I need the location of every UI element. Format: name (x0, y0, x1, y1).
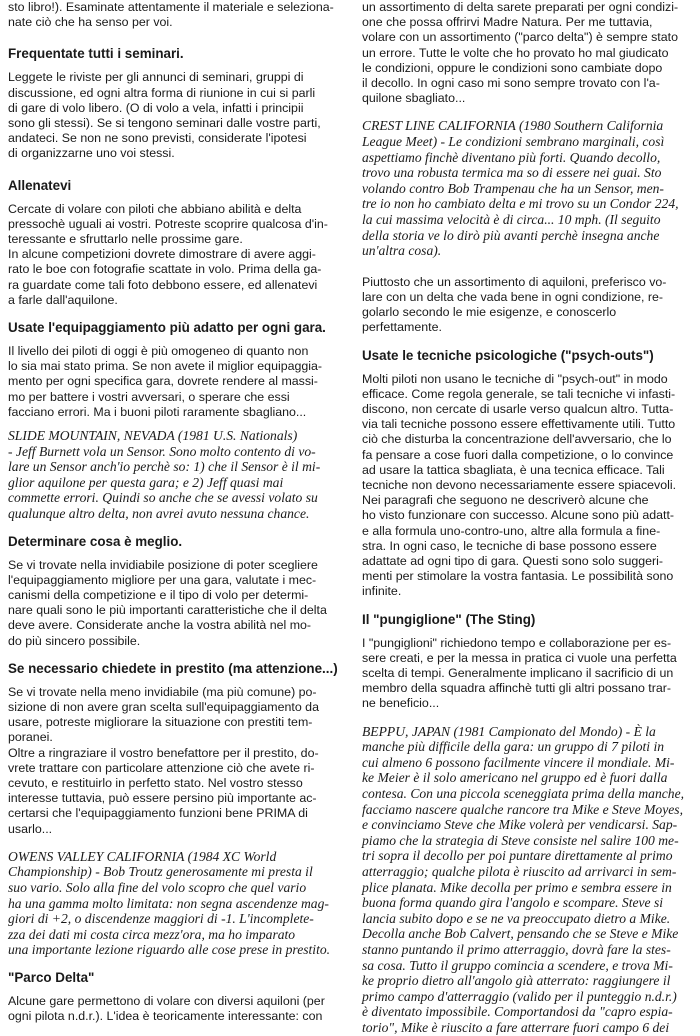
text-line: sa cosa. Tutto il gruppo comincia a scendere, e trova Mi- (362, 957, 673, 973)
text-line: zza dei dati mi costa circa mezz'ora, ma ho imparato (8, 926, 296, 942)
paragraph-psych-outs (362, 372, 695, 600)
text-line: interesse tuttavia, può essere persino più importante ac- (8, 791, 317, 806)
text-line: membro della squadra affinchè tutti gli altri possano trar- (362, 681, 672, 696)
heading-determinare: Determinare cosa è meglio. (8, 533, 183, 549)
left-intro-paragraph (8, 0, 342, 30)
text-line: è diventato impossibile. Comportandosi da "capro espia- (362, 1004, 673, 1020)
text-line: primo campo d'atterraggio (valido per il punteggio n.d.r.) (362, 988, 677, 1004)
text-line: scelta di tempi. Generalmente implicano il sacrificio di un (362, 666, 674, 681)
text-line: do più sincero possibile. (8, 633, 141, 648)
text-line: Nei paragrafi che seguono ne descriverò alcune che (362, 493, 649, 508)
text-line: le condizioni, oppure le condizioni sono cambiate dopo (362, 60, 663, 75)
text-line: una importante lezione riguardo alle cose prese in prestito. (8, 942, 331, 958)
text-line: a farle dall'aquilone. (8, 292, 118, 307)
text-line: OWENS VALLEY CALIFORNIA (1984 XC World (8, 848, 277, 864)
text-line: ho visto funzionare con successo. Alcune sono più adatt- (362, 508, 675, 523)
heading-psych-outs: Usate le tecniche psicologiche ("psych-outs") (362, 347, 654, 363)
text-line: la cui massima velocità è di circa... 10 mph. (Il seguito (362, 211, 661, 227)
paragraph-seminari (8, 70, 342, 161)
text-line: della storia ve lo dirò più avanti perchè insegna anche (362, 227, 660, 243)
text-line: tri sopra il decollo per poi puntare direttamente al primo (362, 848, 673, 864)
text-line: Decolla anche Bob Calvert, pensando che se Steve e Mike (362, 926, 679, 942)
text-line: stanno puntando il primo atterraggio, dovrà fare la stes- (362, 941, 671, 957)
text-line: Championship) - Bob Troutz generosamente mi presta il (8, 864, 313, 880)
text-line: e alla formula uno-contro-uno, altre alla formula a fine- (362, 523, 661, 538)
text-line: ogni pilota n.d.r.). L'idea è teoricamente interessante: con (8, 1009, 323, 1024)
text-line: poranei. (8, 730, 53, 745)
text-line: plice planata. Mike decolla per primo e sembra essere in (362, 879, 672, 895)
right-intro-paragraph (362, 0, 695, 106)
text-line: Oltre a ringraziare il vostro benefattore per il prestito, do- (8, 745, 319, 760)
text-line: mo per battere i vostri avversari, o sperare che essi (8, 389, 290, 404)
text-line: un errore. Tutte le volte che ho provato ho mal giudicato (362, 45, 669, 60)
paragraph-parco-delta (8, 994, 342, 1024)
text-line: fa pensare a cose fuori dalla competizione, o lo convince (362, 447, 674, 462)
text-line: un'altra cosa). (362, 243, 442, 259)
text-line: menti per stimolare la vostra fantasia. Le possibilità sono (362, 569, 674, 584)
text-line: manche più difficile della gara: un gruppo di 7 piloti in (362, 739, 665, 755)
text-line: un assortimento di delta sarete preparati per ogni condizi- (362, 0, 679, 14)
text-line: one che possa offrirvi Madre Natura. Per me tuttavia, (362, 15, 653, 30)
text-line: andateci. Se non ne sono previsti, considerate l'ipotesi (8, 131, 307, 146)
paragraph-equipaggiamento (8, 344, 342, 420)
heading-parco-delta: "Parco Delta" (8, 970, 95, 986)
text-line: League Meet) - Le condizioni sembrano marginali, così (362, 134, 665, 150)
heading-pungiglione: Il "pungiglione" (The Sting) (362, 611, 536, 627)
text-line: golarlo secondo le mie esigenze, e conoscerlo (362, 305, 617, 320)
text-line: ad usare la tattica sbagliata, è una tecnica efficace. Tali (362, 462, 665, 477)
text-line: - Jeff Burnett vola un Sensor. Sono molto contento di vo- (8, 443, 316, 459)
quote-crest-line (362, 118, 695, 258)
text-line: il decollo. In ogni caso mi sono sempre trovato con l'a- (362, 76, 660, 91)
text-line: discussione, ed ogni altra forma di riunione in cui si parli (8, 85, 316, 100)
quote-beppu-japan (362, 724, 695, 1036)
text-line: In alcune competizioni dovrete dimostrare di avere aggi- (8, 247, 316, 262)
text-line: ra guardate come tali foto debbono essere, ed allenatevi (8, 277, 318, 292)
text-line: ciò che disturba la concentrazione dell'avversario, che lo (362, 432, 672, 447)
text-line: piamo che la strategia di Steve consiste nel salire 100 me- (362, 832, 679, 848)
text-line: vrete trattare con particolare attenzione ciò che avete ri- (8, 760, 315, 775)
text-line: trovo una robusta termica ma so di essere nei guai. Sto (362, 165, 662, 181)
text-line: via tali tecniche possono essere effettivamente utili. Tutto (362, 417, 676, 432)
text-line: ke Meier è il solo americano nel gruppo ed è fuori dalla (362, 770, 668, 786)
text-line: quilone sbagliato... (362, 91, 466, 106)
text-line: Se vi trovate nella invidiabile posizione di poter scegliere (8, 557, 318, 572)
text-line: tre io non ho cambiato delta e mi trovo su un Condor 224, (362, 196, 679, 212)
text-line: usarlo... (8, 821, 53, 836)
text-line: sizione di non avere gran scelta sull'equipaggiamento da (8, 700, 319, 715)
paragraph-assortimento (362, 275, 695, 336)
text-line: ke proprio dietro all'angolo già atterrato: raggiungere il (362, 973, 671, 989)
text-line: lare con un delta che vada bene in ogni condizione, re- (362, 289, 664, 304)
text-line: torio", Mike è riuscito a fare atterrare fuori campo 6 dei (362, 1019, 670, 1035)
text-line: cevuto, e restituirlo in perfetto stato. Nel vostro stesso (8, 776, 303, 791)
text-line: contesa. Con una piccola sceneggiata prima della manche, (362, 786, 685, 802)
text-line: sto libro!). Esaminate attentamente il materiale e seleziona- (8, 0, 334, 14)
text-line: lo sia mai stato prima. Se non avete il miglior equipaggia- (8, 359, 323, 374)
text-line: deve avere. Considerate anche la vostra abilità nel mo- (8, 618, 312, 633)
quote-owens-valley (8, 849, 342, 958)
text-line: Alcune gare permettono di volare con diversi aquiloni (per (8, 994, 325, 1009)
text-line: volando contro Bob Trampenau che ha un Sensor, men- (362, 180, 664, 196)
text-line: canismi della competizione e il tipo di volo per determi- (8, 588, 309, 603)
text-line: cui almeno 6 possono facilmente vincere il mondiale. Mi- (362, 754, 675, 770)
text-line: aspettiamo finchè diventano più forti. Quando decollo, (362, 149, 661, 165)
text-line: nare quali sono le più importanti caratteristiche che il delta (8, 603, 327, 618)
text-line: sere creati, e per la messa in pratica ci vuole una perfetta (362, 650, 677, 665)
paragraph-allenatevi (8, 202, 342, 308)
text-line: l'equipaggiamento migliore per una gara, valutate i mec- (8, 572, 317, 587)
text-line: infinite. (362, 584, 402, 599)
text-line: di organizzarne uno voi stessi. (8, 146, 175, 161)
text-line: Leggete le riviste per gli annunci di seminari, gruppi di (8, 70, 304, 85)
text-line: stra. In ogni caso, le tecniche di base possono essere (362, 538, 657, 553)
text-line: Se vi trovate nella meno invidiabile (ma più comune) po- (8, 684, 317, 699)
text-line: lare un Sensor anch'io perchè so: 1) che il Sensor è il mi- (8, 459, 321, 475)
text-line: suo vario. Solo alla fine del volo scopro che quel vario (8, 880, 307, 896)
text-line: adattate ad ogni tipo di gara. Questi sono solo suggeri- (362, 554, 664, 569)
text-line: tecniche non devono necessariamente essere spiacevoli. (362, 478, 677, 492)
text-line: giori di +2, o discendenze maggiori di -1. L'incomplete- (8, 911, 314, 927)
text-line: buona forma quando gira l'angolo e scompare. Steve si (362, 895, 664, 911)
text-line: sono gli stessi). Se si tengono seminari dalle vostre parti, (8, 116, 321, 131)
text-line: teressante e sfruttarlo nelle prossime gare. (8, 232, 243, 247)
text-line: qualunque altro delta, non avrei avuto nessuna chance. (8, 506, 310, 522)
text-line: perfettamente. (362, 320, 442, 335)
text-line: volare con un assortimento ("parco delta") è sempre stato (362, 30, 678, 45)
text-line: facciamo nascere qualche rancore tra Mike e Steve Moyes, (362, 801, 683, 817)
text-line: Il livello dei piloti di oggi è più omogeneo di quanto non (8, 344, 309, 359)
text-line: rato le boe con fotografie scattate in volo. Prima della ga- (8, 262, 322, 277)
heading-allenatevi: Allenatevi (8, 177, 72, 193)
right-column (362, 0, 695, 1035)
text-line: ne beneficio... (362, 696, 440, 711)
paragraph-prestito (8, 685, 342, 837)
text-line: lancia subito dopo e se ne va preoccupato dietro a Mike. (362, 910, 671, 926)
text-line: usare, potreste migliorare la situazione con prestiti tem- (8, 715, 313, 730)
text-line: Molti piloti non usano le tecniche di "psych-out" in modo (362, 371, 668, 386)
paragraph-pungiglione (362, 636, 695, 712)
text-line: commette errori. Quindi so anche che se avessi volato su (8, 490, 318, 506)
left-column (8, 0, 342, 1024)
text-line: pressochè uguali ai vostri. Potreste scoprire qualcosa d'in- (8, 216, 328, 231)
text-line: glior aquilone per questa gara; e 2) Jeff quasi mai (8, 474, 284, 490)
text-line: efficace. Come regola generale, se tali tecniche vi infasti- (362, 386, 676, 401)
text-line: I "pungiglioni" richiedono tempo e collaborazione per es- (362, 635, 672, 650)
text-line: certarsi che l'equipaggiamento funzioni bene PRIMA di (8, 806, 308, 821)
heading-seminari: Frequentate tutti i seminari. (8, 46, 184, 62)
text-line: e convinciamo Steve che Mike volerà per vendicarsi. Sap- (362, 817, 678, 833)
quote-slide-mountain (8, 428, 342, 522)
text-line: SLIDE MOUNTAIN, NEVADA (1981 U.S. Nationals) (8, 428, 298, 444)
text-line: ha una gamma molto limitata: non segna ascendenze mag- (8, 895, 329, 911)
text-line: di gare di volo libero. (O di volo a vela, infatti i principii (8, 100, 304, 115)
text-line: Cercate di volare con piloti che abbiano abilità e delta (8, 201, 302, 216)
text-line: mento per ogni specifica gara, dovrete rendere al massi- (8, 374, 318, 389)
text-line: BEPPU, JAPAN (1981 Campionato del Mondo) - È la (362, 723, 656, 739)
text-line: atterraggio; qualche pilota è riuscito ad arrivarci in sem- (362, 863, 677, 879)
text-line: discono, non cercate di usarle verso qualcun altro. Tutta- (362, 401, 674, 416)
paragraph-determinare (8, 558, 342, 649)
text-line: facciano errori. Ma i buoni piloti raramente sbagliano... (8, 404, 307, 419)
text-line: Piuttosto che un assortimento di aquiloni, preferisco vo- (362, 274, 667, 289)
heading-equipaggiamento: Usate l'equipaggiamento più adatto per ogni gara. (8, 320, 326, 336)
text-line: CREST LINE CALIFORNIA (1980 Southern California (362, 118, 664, 134)
text-line: nate ciò che ha senso per voi. (8, 15, 173, 30)
heading-prestito: Se necessario chiedete in prestito (ma attenzione...) (8, 660, 338, 676)
